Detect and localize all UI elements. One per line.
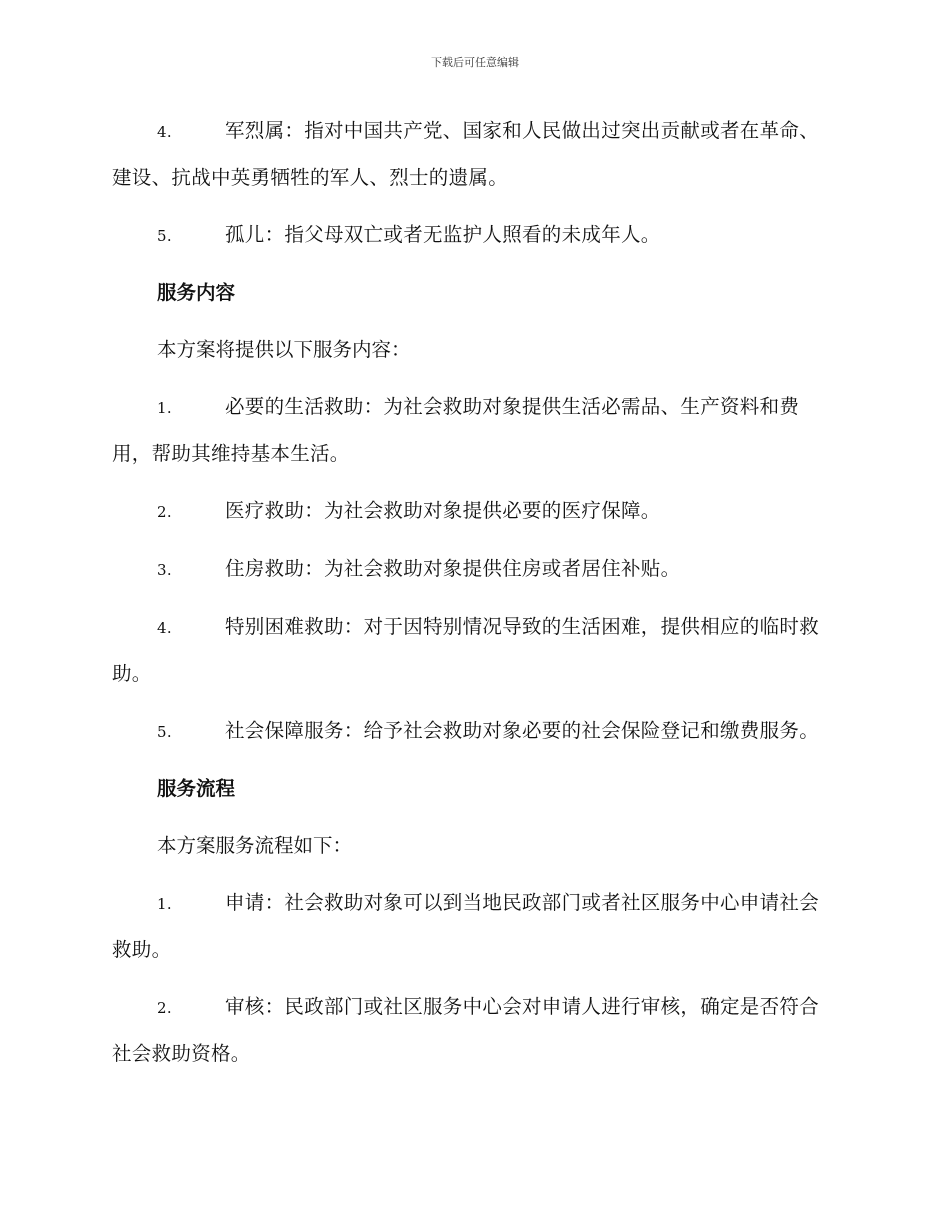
page-header: 下载后可任意编辑 (431, 56, 519, 69)
list-item-text: 社会保障服务：给予社会救助对象必要的社会保险登记和缴费服务。 (225, 719, 820, 742)
section-heading: 服务内容 (157, 281, 236, 304)
paragraph: 本方案服务流程如下： (157, 834, 353, 857)
list-item-number: 4. (157, 123, 172, 141)
list-item (112, 212, 834, 259)
list-item-text: 申请：社会救助对象可以到当地民政部门或者社区服务中心申请社会救助。 (112, 891, 820, 961)
list-item-text: 必要的生活救助：为社会救助对象提供生活必需品、生产资料和费用，帮助其维持基本生活。 (112, 395, 800, 465)
list-item-number: 2. (157, 503, 172, 521)
list-item-number: 4. (157, 619, 172, 637)
list-item (112, 604, 834, 697)
list-item-text: 特别困难救助：对于因特别情况导致的生活困难，提供相应的临时救助。 (112, 615, 820, 685)
list-item-number: 2. (157, 999, 172, 1017)
list-item-text: 住房救助：为社会救助对象提供住房或者居住补贴。 (225, 557, 681, 580)
list-item-number: 5. (157, 227, 172, 245)
list-item-number: 3. (157, 561, 172, 579)
document-body (112, 108, 834, 1088)
list-item-text: 审核：民政部门或社区服务中心会对申请人进行审核，确定是否符合社会救助资格。 (112, 995, 820, 1065)
list-item-text: 军烈属：指对中国共产党、国家和人民做出过突出贡献或者在革命、建设、抗战中英勇牺牲的军人、烈士的遗属。 (112, 119, 820, 189)
list-item-number: 1. (157, 895, 172, 913)
list-item (112, 880, 834, 973)
list-item-text: 医疗救助：为社会救助对象提供必要的医疗保障。 (225, 499, 661, 522)
list-item (112, 984, 834, 1077)
list-item (112, 108, 834, 201)
list-item-text: 孤儿：指父母双亡或者无监护人照看的未成年人。 (225, 223, 661, 246)
list-item (112, 546, 834, 593)
list-item-number: 5. (157, 723, 172, 741)
list-item (112, 708, 834, 755)
list-item-number: 1. (157, 399, 172, 417)
list-item (112, 488, 834, 535)
list-item (112, 384, 834, 477)
section-heading: 服务流程 (157, 777, 236, 800)
paragraph: 本方案将提供以下服务内容： (157, 338, 411, 361)
